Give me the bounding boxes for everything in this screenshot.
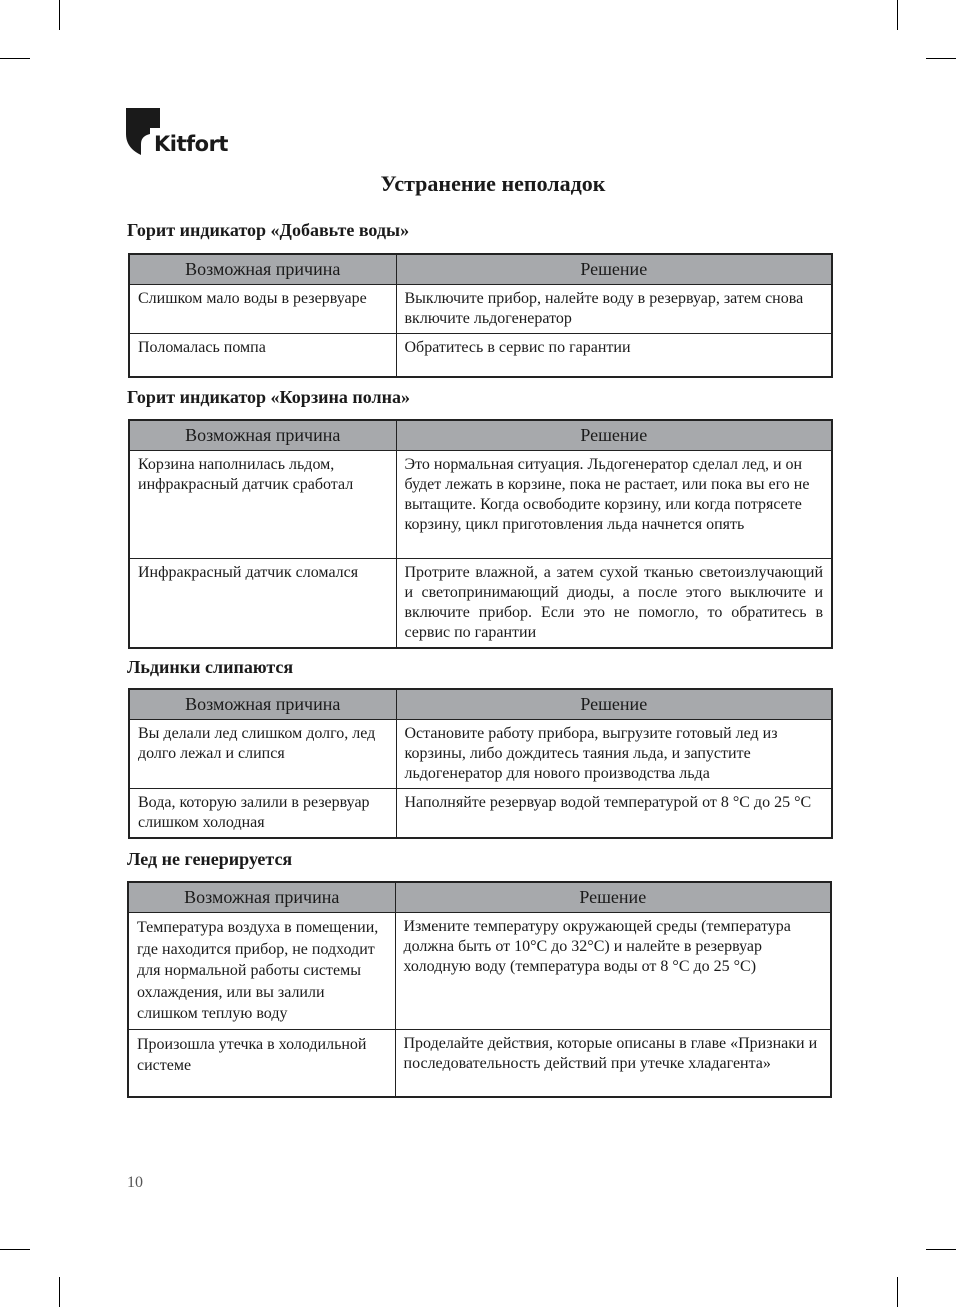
table-header-row xyxy=(129,420,832,451)
table-header-row xyxy=(128,882,831,913)
column-header-solution: Решение xyxy=(395,882,831,913)
table-row xyxy=(129,720,832,789)
crop-mark xyxy=(59,0,60,30)
table-row xyxy=(129,559,832,649)
table-row xyxy=(129,334,832,377)
column-header-solution: Решение xyxy=(396,689,832,720)
crop-mark xyxy=(0,1249,30,1250)
troubleshooting-table-add-water xyxy=(128,253,833,378)
cause-cell: Произошла утечка в холодильной системе xyxy=(128,1029,395,1097)
cause-cell: Инфракрасный датчик сломался xyxy=(129,559,396,649)
table-row xyxy=(129,789,832,839)
section-title-add-water: Горит индикатор «Добавьте воды» xyxy=(127,220,410,240)
table-row xyxy=(129,285,832,334)
crop-mark xyxy=(926,1249,956,1250)
solution-cell: Протрите влажной, а затем сухой тканью светоизлучающий и светопринимающий диоды, а после этого выключите и включите прибор. Если это не помогло, то обратитесь в сервис по гарантии xyxy=(396,559,832,649)
table-header-row xyxy=(129,689,832,720)
section-title-basket-full: Горит индикатор «Корзина полна» xyxy=(127,387,411,407)
page-number: 10 xyxy=(127,1174,143,1191)
cause-cell: Вода, которую залили в резервуар слишком холодная xyxy=(129,789,396,839)
table-row xyxy=(129,451,832,559)
cause-cell: Корзина наполнилась льдом, инфракрасный датчик сработал xyxy=(129,451,396,559)
crop-mark xyxy=(59,1277,60,1307)
column-header-cause: Возможная причина xyxy=(129,254,396,285)
solution-cell: Это нормальная ситуация. Льдогенератор сделал лед, и он будет лежать в корзине, пока не растает, или пока вы его не вытащите. Когда освободите корзину, или когда потрясете корзину, цикл приготовления льда начнется опять xyxy=(396,451,832,559)
brand-logo-text: Kitfort xyxy=(154,132,228,156)
section-title-ice-sticks: Льдинки слипаются xyxy=(127,657,294,677)
cause-cell: Температура воздуха в помещении, где находится прибор, не подходит для нормальной работы системы охлаждения, или вы залили слишком теплую воду xyxy=(128,913,395,1030)
brand-logo xyxy=(126,108,236,158)
crop-mark xyxy=(897,1277,898,1307)
crop-mark xyxy=(897,0,898,30)
solution-cell: Обратитесь в сервис по гарантии xyxy=(396,334,832,377)
troubleshooting-table-basket-full xyxy=(128,419,833,649)
crop-mark xyxy=(926,58,956,59)
column-header-cause: Возможная причина xyxy=(128,882,395,913)
table-header-row xyxy=(129,254,832,285)
cause-cell: Вы делали лед слишком долго, лед долго лежал и слипся xyxy=(129,720,396,789)
page-title: Устранение неполадок xyxy=(380,171,606,196)
table-row xyxy=(128,913,831,1030)
solution-cell: Остановите работу прибора, выгрузите готовый лед из корзины, либо дождитесь таяния льда, и запустите льдогенератор для нового производства льда xyxy=(396,720,832,789)
column-header-cause: Возможная причина xyxy=(129,689,396,720)
column-header-solution: Решение xyxy=(396,254,832,285)
cause-cell: Поломалась помпа xyxy=(129,334,396,377)
solution-cell: Наполняйте резервуар водой температурой от 8 °C до 25 °C xyxy=(396,789,832,839)
column-header-cause: Возможная причина xyxy=(129,420,396,451)
cause-cell: Слишком мало воды в резервуаре xyxy=(129,285,396,334)
solution-cell: Выключите прибор, налейте воду в резервуар, затем снова включите льдогенератор xyxy=(396,285,832,334)
troubleshooting-table-ice-sticks xyxy=(128,688,833,839)
column-header-solution: Решение xyxy=(396,420,832,451)
solution-cell: Проделайте действия, которые описаны в главе «Признаки и последовательность действий при утечке хладагента» xyxy=(395,1029,831,1097)
crop-mark xyxy=(0,58,30,59)
table-row xyxy=(128,1029,831,1097)
section-title-no-ice: Лед не генерируется xyxy=(127,849,293,869)
troubleshooting-table-no-ice xyxy=(127,881,832,1098)
solution-cell: Измените температуру окружающей среды (температура должна быть от 10°C до 32°C) и налейте в резервуар холодную воду (температура воды от 8 °C до 25 °C) xyxy=(395,913,831,1030)
